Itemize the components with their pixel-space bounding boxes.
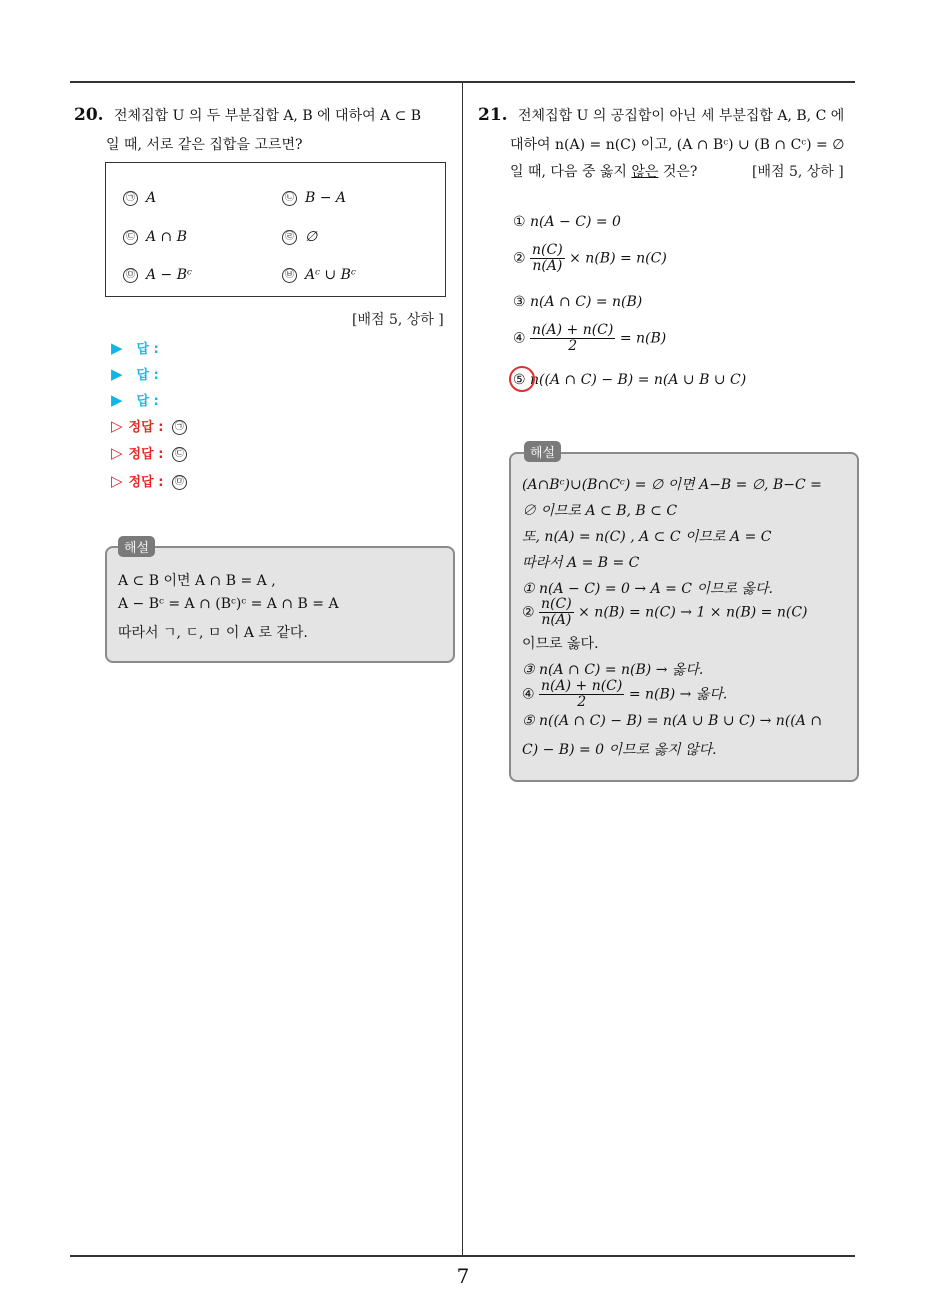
answer-slot[interactable]: ▶ 답 : [111, 365, 159, 383]
explanation-line: (A∩Bᶜ)∪(B∩Cᶜ) = ∅ 이면 A−B = ∅, B−C = [522, 477, 822, 493]
question-stem-line: 대하여 n(A) = n(C) 이고, (A ∩ Bᶜ) ∪ (B ∩ Cᶜ) = ∅ [510, 137, 845, 153]
choice-item[interactable]: ③ n(A ∩ C) = n(B) [513, 294, 643, 310]
choice-item[interactable]: ㉤ A − Bᶜ [123, 267, 192, 283]
explanation-line: C) − B) = 0 이므로 옳지 않다. [522, 742, 717, 758]
explanation-line: 이므로 옳다. [522, 636, 599, 652]
correct-answer: ▷ 정답 : ㉢ [111, 443, 195, 462]
explanation-line: 따라서 ㄱ, ㄷ, ㅁ 이 A 로 같다. [118, 625, 308, 641]
outline-triangle-icon: ▷ [111, 444, 123, 462]
score-label: [배점 5, 상하 ] [352, 312, 444, 328]
page-number: 7 [456, 1264, 470, 1288]
score-label: [배점 5, 상하 ] [752, 164, 844, 180]
question-stem-line: 일 때, 서로 같은 집합을 고르면? [106, 137, 303, 153]
choice-item[interactable]: ㉢ A ∩ B [123, 229, 187, 245]
choice-mark: ① [513, 214, 526, 230]
explanation-line: 따라서 A = B = C [522, 555, 640, 571]
answer-slot[interactable]: ▶ 답 : [111, 339, 159, 357]
choice-item[interactable]: ㉣ ∅ [282, 229, 317, 245]
outline-triangle-icon: ▷ [111, 417, 123, 435]
question-stem-line: 전체집합 U 의 두 부분집합 A, B 에 대하여 A ⊂ B [114, 108, 422, 124]
choice-mark: ④ [513, 330, 526, 347]
explanation-line: ③ n(A ∩ C) = n(B) → 옳다. [522, 662, 704, 678]
explanation-line: A − Bᶜ = A ∩ (Bᶜ)ᶜ = A ∩ B = A [118, 596, 339, 612]
column-divider [462, 83, 463, 1256]
explanation-line: ② $\frac{n(C)}{n(A)}$ × n(B) = n(C) → 1 × n(B) = n(C) [522, 596, 808, 628]
question-stem-line: 일 때, 다음 중 옳지 않은 것은? [510, 164, 698, 180]
outline-triangle-icon: ▷ [111, 472, 123, 490]
explanation-line: ① n(A − C) = 0 → A = C 이므로 옳다. [522, 581, 773, 597]
question-number: 21. [478, 105, 508, 125]
correct-answer: ▷ 정답 : ㉠ [111, 416, 195, 435]
choice-item[interactable]: ㉥ Aᶜ ∪ Bᶜ [282, 267, 356, 283]
answer-slot[interactable]: ▶ 답 : [111, 391, 159, 409]
choice-item[interactable]: ④ $\frac{n(A) + n(C)}{2}$ = n(B) [513, 322, 667, 354]
choice-mark: ㉠ [123, 191, 138, 206]
choice-item[interactable]: ② $\frac{n(C)}{n(A)}$ × n(B) = n(C) [513, 242, 667, 274]
choice-mark: ㉣ [282, 230, 297, 245]
choice-item[interactable]: ① n(A − C) = 0 [513, 214, 621, 230]
explanation-line: ⑤ n((A ∩ C) − B) = n(A ∪ B ∪ C) → n((A ∩ [522, 713, 823, 729]
choice-mark: ㉥ [282, 268, 297, 283]
choice-item[interactable]: ⑤ n((A ∩ C) − B) = n(A ∪ B ∪ C) [513, 372, 747, 388]
choice-mark: ㉢ [123, 230, 138, 245]
play-triangle-icon: ▶ [111, 391, 123, 409]
correct-answer: ▷ 정답 : ㉤ [111, 471, 195, 490]
play-triangle-icon: ▶ [111, 365, 123, 383]
question-stem-line: 전체집합 U 의 공집합이 아닌 세 부분집합 A, B, C 에 [518, 108, 845, 124]
explanation-line: ∅ 이므로 A ⊂ B, B ⊂ C [522, 503, 678, 519]
choice-item[interactable]: ㉡ B − A [282, 190, 346, 206]
bottom-rule [70, 1255, 855, 1257]
choice-mark: ③ [513, 294, 526, 310]
selected-answer-circle-icon [509, 366, 535, 392]
question-number: 20. [74, 105, 104, 125]
explanation-line: ④ $\frac{n(A) + n(C)}{2}$ = n(B) → 옳다. [522, 678, 728, 710]
choice-mark: ㉡ [282, 191, 297, 206]
choice-mark: ② [513, 250, 526, 267]
choice-mark: ㉤ [123, 268, 138, 283]
explanation-tag: 해설 [118, 536, 155, 557]
choice-item[interactable]: ㉠ A [123, 190, 156, 206]
explanation-line: 또, n(A) = n(C) , A ⊂ C 이므로 A = C [522, 529, 772, 545]
choice-mark: ⑤ [513, 372, 526, 388]
explanation-line: A ⊂ B 이면 A ∩ B = A , [118, 573, 276, 589]
explanation-tag: 해설 [524, 441, 561, 462]
play-triangle-icon: ▶ [111, 339, 123, 357]
